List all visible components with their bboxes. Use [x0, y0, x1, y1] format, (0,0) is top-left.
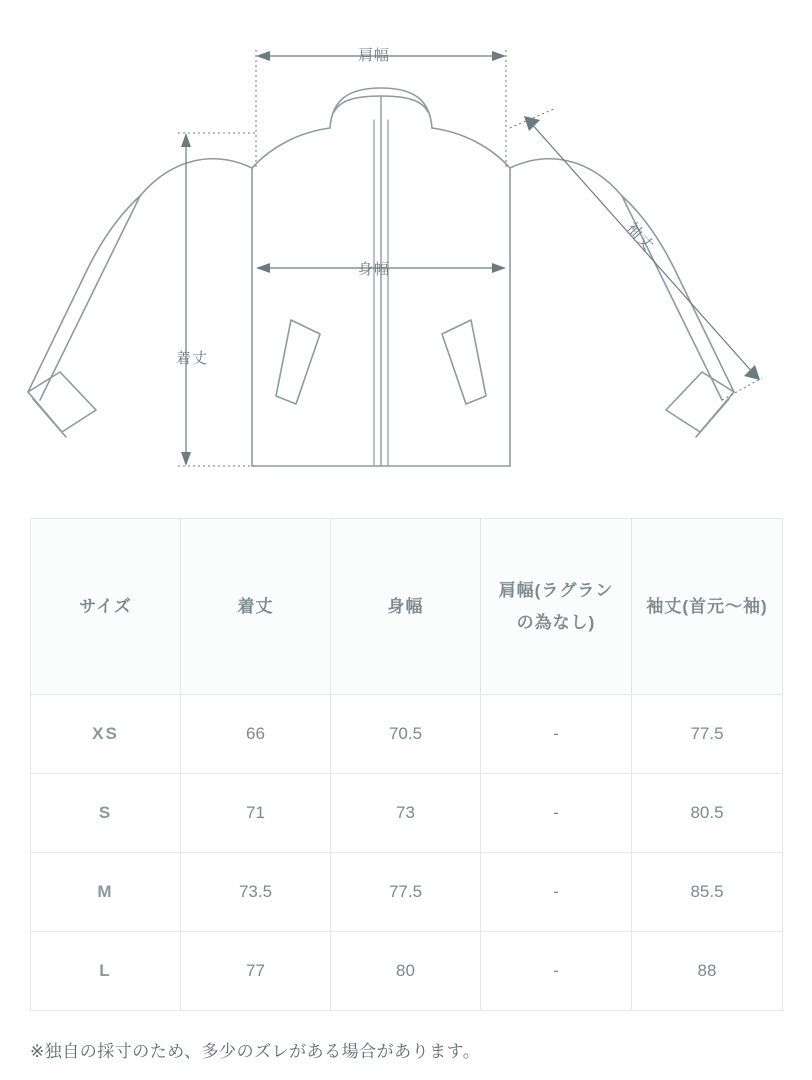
jacket-measurement-diagram — [0, 0, 812, 510]
cell-length: 77 — [181, 932, 331, 1011]
cell-size: XS — [31, 695, 181, 774]
jacket-illustration — [0, 0, 812, 510]
size-table-header — [31, 519, 783, 695]
table-row — [31, 853, 783, 932]
column-header-size: サイズ — [31, 519, 181, 695]
cell-chest: 77.5 — [331, 853, 481, 932]
cell-sleeve: 80.5 — [632, 774, 783, 853]
column-header-chest: 身幅 — [331, 519, 481, 695]
cell-sleeve: 88 — [632, 932, 783, 1011]
cell-sleeve: 85.5 — [632, 853, 783, 932]
cell-length: 73.5 — [181, 853, 331, 932]
size-table-body — [31, 695, 783, 1011]
cell-chest: 70.5 — [331, 695, 481, 774]
column-header-shoulder: 肩幅(ラグランの為なし) — [481, 519, 632, 695]
size-table — [30, 518, 783, 1011]
cell-chest: 73 — [331, 774, 481, 853]
label-chest-width: 身幅 — [358, 261, 391, 278]
cell-length: 66 — [181, 695, 331, 774]
table-row — [31, 774, 783, 853]
label-body-length: 着丈 — [176, 350, 209, 367]
measurement-note: ※独自の採寸のため、多少のズレがある場合があります。 — [30, 1042, 481, 1061]
cell-size: M — [31, 853, 181, 932]
column-header-sleeve: 袖丈(首元〜袖) — [632, 519, 783, 695]
cell-shoulder: - — [481, 695, 632, 774]
cell-chest: 80 — [331, 932, 481, 1011]
cell-sleeve: 77.5 — [632, 695, 783, 774]
table-row — [31, 932, 783, 1011]
cell-shoulder: - — [481, 853, 632, 932]
label-shoulder-width: 肩幅 — [358, 47, 391, 64]
cell-shoulder: - — [481, 932, 632, 1011]
cell-size: S — [31, 774, 181, 853]
cell-size: L — [31, 932, 181, 1011]
cell-shoulder: - — [481, 774, 632, 853]
cell-length: 71 — [181, 774, 331, 853]
column-header-length: 着丈 — [181, 519, 331, 695]
table-row — [31, 695, 783, 774]
label-sleeve-length: 袖丈 — [622, 219, 658, 255]
size-table-wrapper — [30, 518, 782, 1011]
table-header-row — [31, 519, 783, 695]
